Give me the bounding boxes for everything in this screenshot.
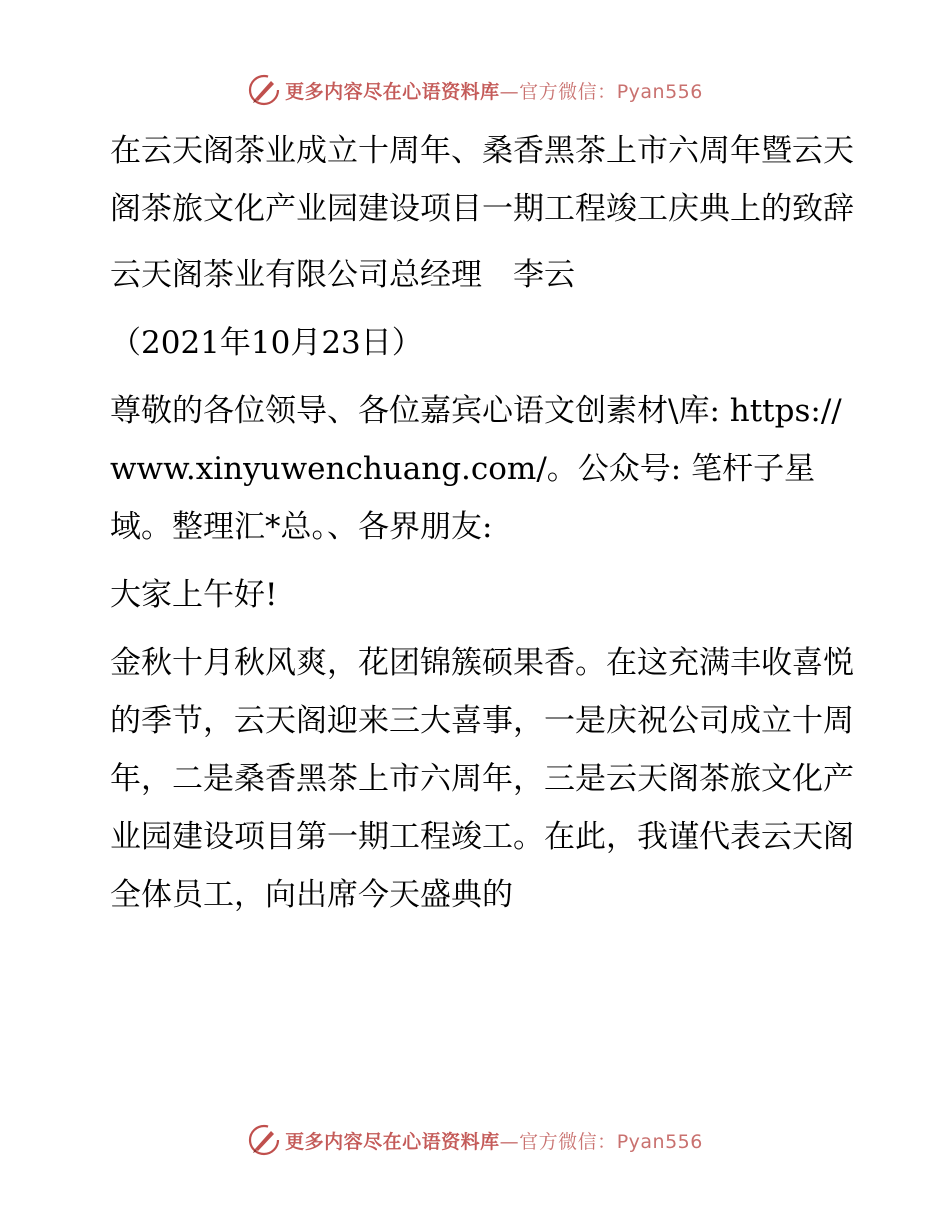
header-watermark-text — [285, 77, 703, 104]
document-date: （2021年10月23日） — [110, 325, 423, 361]
header-separator: — — [499, 80, 520, 103]
footer-wechat-id: Pyan556 — [616, 1130, 703, 1153]
document-paragraph-1: 金秋十月秋风爽，花团锦簇硕果香。在这充满丰收喜悦的季节，云天阁迎来三大喜事，一是庆祝公司成立十周年，二是桑香黑茶上市六周年，三是云天阁茶旅文化产业园建设项目第一期工程竣工。在此，我谨代表云天阁全体员工，向出席今天盛典的 — [110, 645, 854, 913]
quill-pen-logo-icon — [247, 1123, 281, 1157]
header-site-name: 更多内容尽在心语资料库 — [285, 80, 500, 103]
document-salutation: 尊敬的各位领导、各位嘉宾心语文创素材\库: https://www.xinyuwenchuang.com/。公众号: 笔杆子星域。整理汇*总。、各界朋友: — [110, 393, 842, 545]
document-title: 在云天阁茶业成立十周年、桑香黑茶上市六周年暨云天阁茶旅文化产业园建设项目一期工程竣工庆典上的致辞 — [110, 133, 854, 227]
header-watermark-banner — [0, 70, 950, 110]
footer-watermark-text — [285, 1127, 703, 1154]
document-author: 云天阁茶业有限公司总经理 李云 — [110, 257, 575, 293]
header-wechat-label: 官方微信： — [519, 80, 617, 103]
document-body — [98, 122, 858, 934]
footer-watermark-banner — [0, 1120, 950, 1160]
document-greeting: 大家上午好! — [110, 577, 278, 613]
quill-pen-logo-icon — [247, 73, 281, 107]
footer-site-name: 更多内容尽在心语资料库 — [285, 1130, 500, 1153]
footer-separator: — — [499, 1130, 520, 1153]
header-wechat-id: Pyan556 — [616, 80, 703, 103]
footer-wechat-label: 官方微信： — [519, 1130, 617, 1153]
